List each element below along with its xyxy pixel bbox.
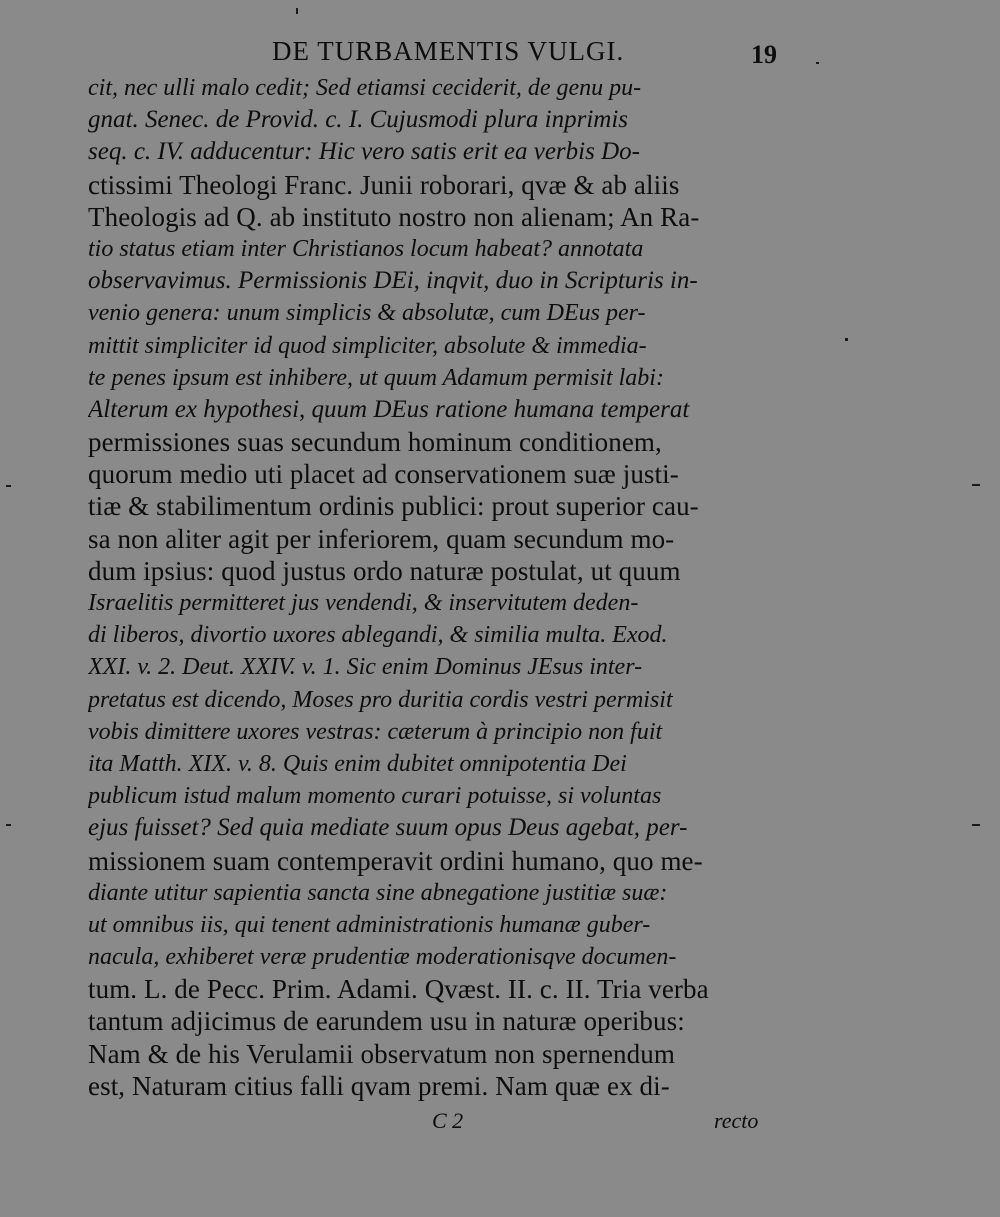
ink-speck xyxy=(6,485,11,487)
ink-speck xyxy=(972,824,980,826)
text-line: quorum medio uti placet ad conservationem suæ justi- xyxy=(88,459,679,490)
text-line: tiæ & stabilimentum ordinis publici: prout superior cau- xyxy=(88,491,699,522)
text-line: tio status etiam inter Christianos locum habeat? annotata xyxy=(88,235,644,262)
ink-speck xyxy=(845,338,848,341)
text-line: nacula, exhiberet veræ prudentiæ moderationisqve documen- xyxy=(88,944,677,971)
text-line: ejus fuisset? Sed quia mediate suum opus Deus agebat, per- xyxy=(88,814,688,842)
text-line: est, Naturam citius falli qvam premi. Nam quæ ex di- xyxy=(88,1070,670,1101)
text-line: pretatus est dicendo, Moses pro duritia cordis vestri permisit xyxy=(88,686,673,713)
ink-speck xyxy=(972,484,980,486)
text-line: dum ipsius: quod justus ordo naturæ postulat, ut quum xyxy=(88,555,681,586)
text-line: XXI. v. 2. Deut. XXIV. v. 1. Sic enim Dominus JEsus inter- xyxy=(88,654,643,681)
body-text xyxy=(88,72,778,1102)
text-line: venio genera: unum simplicis & absolutæ, cum DEus per- xyxy=(88,300,646,327)
ink-speck xyxy=(6,824,11,826)
text-line: mittit simpliciter id quod simpliciter, absolute & immedia- xyxy=(88,332,647,359)
text-line: missionem suam contemperavit ordini humano, quo me- xyxy=(88,845,703,876)
text-line: sa non aliter agit per inferiorem, quam secundum mo- xyxy=(88,523,675,554)
text-line: diante utitur sapientia sancta sine abnegatione justitiæ suæ: xyxy=(88,879,668,906)
text-line: seq. c. IV. adducentur: Hic vero satis erit ea verbis Do- xyxy=(88,138,640,166)
text-line: ut omnibus iis, qui tenent administrationis humanæ guber- xyxy=(88,911,651,938)
text-line: ctissimi Theologi Franc. Junii roborari, qvæ & ab aliis xyxy=(88,169,680,200)
running-title: DE TURBAMENTIS VULGI. xyxy=(272,36,625,66)
text-line: ita Matth. XIX. v. 8. Quis enim dubitet omnipotentia Dei xyxy=(88,750,627,777)
text-line: observavimus. Permissionis DEi, inqvit, duo in Scripturis in- xyxy=(88,267,698,295)
text-line: tantum adjicimus de earundem usu in naturæ operibus: xyxy=(88,1006,685,1037)
text-line: Alterum ex hypothesi, quum DEus ratione humana temperat xyxy=(88,395,690,423)
ink-speck xyxy=(816,62,819,64)
text-line: Nam & de his Verulamii observatum non spernendum xyxy=(88,1038,675,1069)
text-line: vobis dimittere uxores vestras: cæterum à principio non fuit xyxy=(88,718,663,745)
catchword: recto xyxy=(714,1108,759,1133)
text-line: tum. L. de Pecc. Prim. Adami. Qvæst. II. c. II. Tria verba xyxy=(88,974,709,1005)
text-line: di liberos, divortio uxores ablegandi, & similia multa. Exod. xyxy=(88,622,668,649)
ink-speck xyxy=(296,8,298,14)
signature-mark: C 2 xyxy=(432,1108,464,1133)
page-number: 19 xyxy=(751,40,777,69)
text-line: te penes ipsum est inhibere, ut quum Adamum permisit labi: xyxy=(88,364,664,391)
text-line: permissiones suas secundum hominum conditionem, xyxy=(88,427,662,458)
text-line: gnat. Senec. de Provid. c. I. Cujusmodi plura inprimis xyxy=(88,106,628,134)
text-line: Israelitis permitteret jus vendendi, & inservitutem deden- xyxy=(88,590,639,616)
text-line: cit, nec ulli malo cedit; Sed etiamsi ceciderit, de genu pu- xyxy=(88,75,642,101)
text-line: Theologis ad Q. ab instituto nostro non alienam; An Ra- xyxy=(88,201,700,232)
text-line: publicum istud malum momento curari potuisse, si voluntas xyxy=(88,783,662,810)
